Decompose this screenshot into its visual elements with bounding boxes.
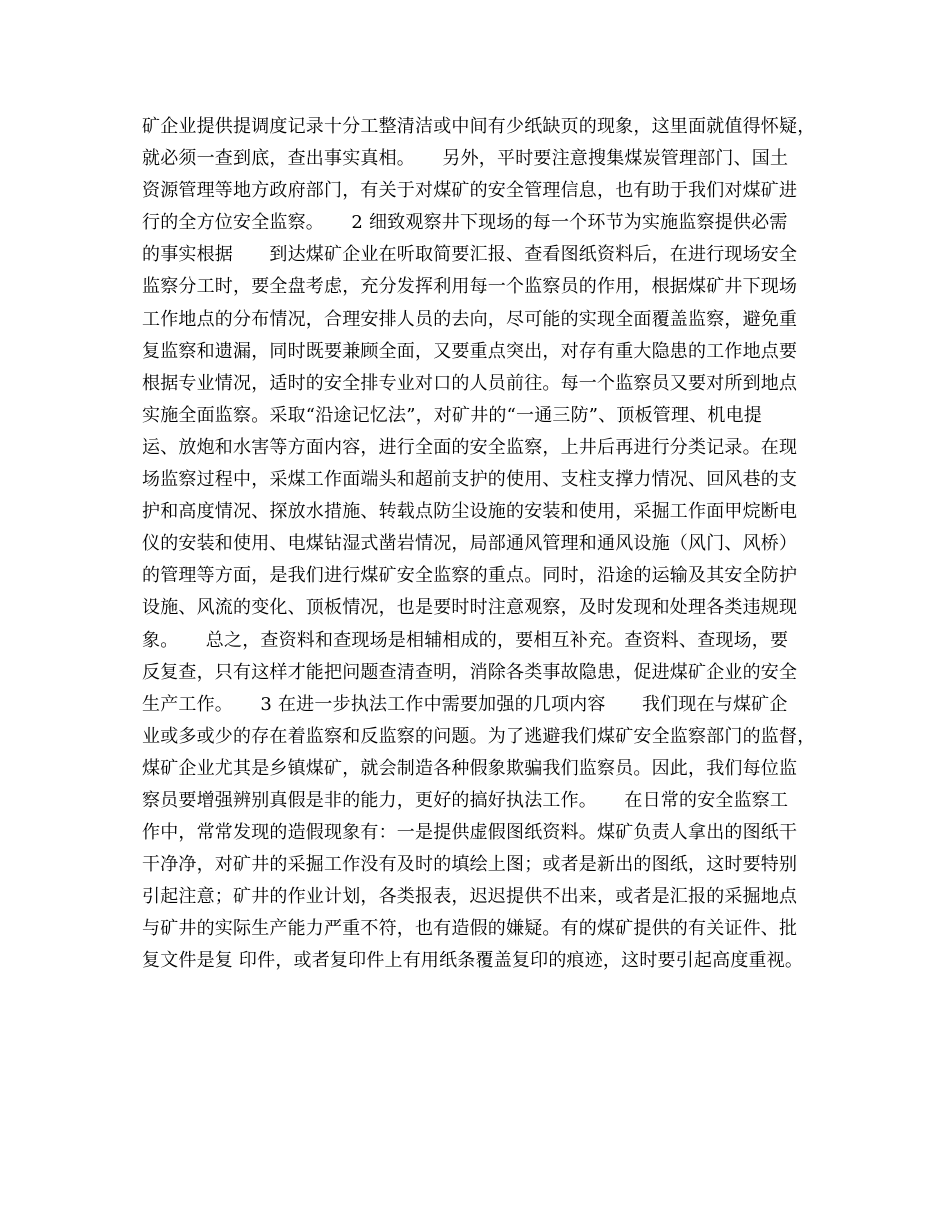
text-line: 业或多或少的存在着监察和反监察的问题。为了逃避我们煤矿安全监察部门的监督，	[142, 725, 816, 747]
text-line: 资源管理等地方政府部门，有关于对煤矿的安全管理信息，也有助于我们对煤矿进	[142, 180, 798, 202]
text-line: 实施全面监察。采取“沿途记忆法”，对矿井的“一通三防”、顶板管理、机电提	[142, 404, 763, 426]
text-line: 设施、风流的变化、顶板情况，也是要时时注意观察，及时发现和处理各类违规现	[142, 597, 798, 619]
text-line: 的管理等方面，是我们进行煤矿安全监察的重点。同时，沿途的运输及其安全防护	[142, 565, 798, 587]
text-line: 就必须一查到底，查出事实真相。 另外，平时要注意搜集煤炭管理部门、国土	[142, 148, 789, 170]
text-line: 象。 总之，查资料和查现场是相辅相成的，要相互补充。查资料、查现场，要	[142, 629, 789, 651]
text-line: 仪的安装和使用、电煤钻湿式凿岩情况，局部通风管理和通风设施（风门、风桥）	[142, 533, 798, 555]
text-line: 生产工作。 3 在进一步执法工作中需要加强的几项内容 我们现在与煤矿企	[142, 693, 788, 715]
text-line: 作中，常常发现的造假现象有：一是提供虚假图纸资料。煤矿负责人拿出的图纸干	[142, 822, 798, 844]
text-line: 复文件是复 印件，或者复印件上有用纸条覆盖复印的痕迹，这时要引起高度重视。	[142, 950, 804, 972]
body-text	[142, 111, 842, 978]
text-line: 干净净，对矿井的采掘工作没有及时的填绘上图；或者是新出的图纸，这时要特别	[142, 854, 798, 876]
text-line: 察员要增强辨别真假是非的能力，更好的搞好执法工作。 在日常的安全监察工	[142, 789, 789, 811]
text-line: 引起注意；矿井的作业计划，各类报表，迟迟提供不出来，或者是汇报的采掘地点	[142, 886, 798, 908]
text-line: 复监察和遗漏，同时既要兼顾全面，又要重点突出，对存有重大隐患的工作地点要	[142, 340, 798, 362]
text-line: 与矿井的实际生产能力严重不符，也有造假的嫌疑。有的煤矿提供的有关证件、批	[142, 918, 798, 940]
text-line: 监察分工时，要全盘考虑，充分发挥利用每一个监察员的作用，根据煤矿井下现场	[142, 276, 798, 298]
text-line: 行的全方位安全监察。 2 细致观察井下现场的每一个环节为实施监察提供必需	[142, 212, 788, 234]
text-line: 运、放炮和水害等方面内容，进行全面的安全监察，上井后再进行分类记录。在现	[142, 436, 798, 458]
text-line: 矿企业提供提调度记录十分工整清洁或中间有少纸缺页的现象，这里面就值得怀疑，	[142, 116, 816, 137]
text-line: 根据专业情况，适时的安全排专业对口的人员前往。每一个监察员又要对所到地点	[142, 372, 798, 394]
text-line: 场监察过程中，采煤工作面端头和超前支护的使用、支柱支撑力情况、回风巷的支	[142, 469, 798, 491]
text-line: 反复查，只有这样才能把问题查清查明，消除各类事故隐患，促进煤矿企业的安全	[142, 661, 798, 683]
text-line: 的事实根据 到达煤矿企业在听取简要汇报、查看图纸资料后，在进行现场安全	[142, 244, 798, 266]
text-line: 煤矿企业尤其是乡镇煤矿，就会制造各种假象欺骗我们监察员。因此，我们每位监	[142, 757, 798, 779]
text-line: 护和高度情况、探放水措施、转载点防尘设施的安装和使用，采掘工作面甲烷断电	[142, 501, 798, 523]
text-line: 工作地点的分布情况，合理安排人员的去向，尽可能的实现全面覆盖监察，避免重	[142, 308, 798, 330]
